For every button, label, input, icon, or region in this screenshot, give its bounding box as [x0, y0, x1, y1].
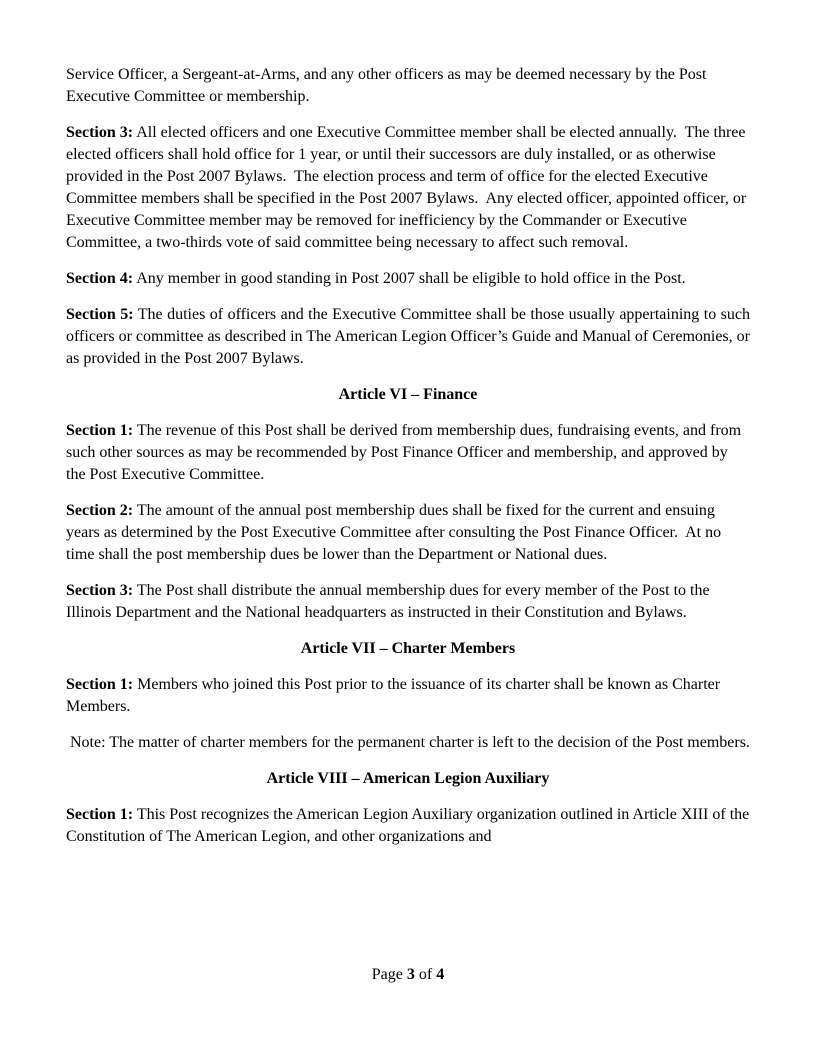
paragraph-charter-note	[66, 732, 750, 754]
paragraph-text: The revenue of this Post shall be derived from membership dues, fundraising events, and from such other sources as may be recommended by Post Finance Officer and membership, and approved by the Post Executive Committee.	[66, 422, 746, 483]
section-label: Section 1:	[66, 422, 134, 439]
paragraph-article7-section1	[66, 674, 750, 718]
footer-page-label: Page	[371, 966, 407, 983]
section-label: Section 4:	[66, 270, 134, 287]
footer-page-number: 3	[406, 966, 415, 983]
paragraph-text: All elected officers and one Executive Committee member shall be elected annually. The three elected officers shall hold office for 1 year, or until their successors are duly installed, or as otherwise provided in the Post 2007 Bylaws. The election process and term of office for the elected Executive Committee members shall be specified in the Post 2007 Bylaws. Any elected officer, appointed officer, or Executive Committee member may be removed for inefficiency by the Commander or Executive Committee, a two-thirds vote of said committee being necessary to affect such removal.	[66, 124, 751, 251]
footer-of-label: of	[414, 966, 437, 983]
heading-article-viii-auxiliary: Article VIII – American Legion Auxiliary	[266, 770, 550, 787]
paragraph-article5-section4	[66, 268, 750, 290]
paragraph-article8-section1	[66, 804, 754, 848]
paragraph-officers-continuation	[66, 64, 750, 108]
paragraph-text: This Post recognizes the American Legion Auxiliary organization outlined in Article XIII of the Constitution of The American Legion, and other organizations and	[66, 806, 754, 845]
page-footer	[0, 964, 816, 986]
paragraph-text: Members who joined this Post prior to the issuance of its charter shall be known as Charter Members.	[66, 676, 725, 715]
paragraph-article6-section2	[66, 500, 750, 566]
document-content	[66, 64, 754, 862]
paragraph-text: The duties of officers and the Executive Committee shall be those usually appertaining to such officers or committee as described in The American Legion Officer’s Guide and Manual of Ceremonies, or as provided in the Post 2007 Bylaws.	[66, 306, 754, 367]
section-label: Section 1:	[66, 806, 134, 823]
paragraph-text: Service Officer, a Sergeant-at-Arms, and any other officers as may be deemed necessary by the Post Executive Committee or membership.	[66, 66, 711, 105]
section-label: Section 1:	[66, 676, 134, 693]
paragraph-text: Any member in good standing in Post 2007 shall be eligible to hold office in the Post.	[133, 270, 686, 287]
paragraph-text: The Post shall distribute the annual membership dues for every member of the Post to the Illinois Department and the National headquarters as instructed in their Constitution and Bylaws.	[66, 582, 714, 621]
section-label: Section 5:	[66, 306, 134, 323]
paragraph-text: Note: The matter of charter members for the permanent charter is left to the decision of the Post members.	[70, 734, 750, 751]
paragraph-article5-section3	[66, 122, 750, 254]
footer-total-pages: 4	[436, 966, 445, 983]
paragraph-article6-section3	[66, 580, 750, 624]
heading-article-vii-charter-members: Article VII – Charter Members	[300, 640, 516, 657]
section-label: Section 3:	[66, 124, 134, 141]
section-label: Section 3:	[66, 582, 134, 599]
section-label: Section 2:	[66, 502, 134, 519]
heading-article-vi-finance: Article VI – Finance	[338, 386, 478, 403]
paragraph-text: The amount of the annual post membership dues shall be fixed for the current and ensuing years as determined by the Post Executive Committee after consulting the Post Finance Officer. At no time shall the post membership dues be lower than the Department or National dues.	[66, 502, 726, 563]
paragraph-article5-section5	[66, 304, 754, 370]
paragraph-article6-section1	[66, 420, 750, 486]
